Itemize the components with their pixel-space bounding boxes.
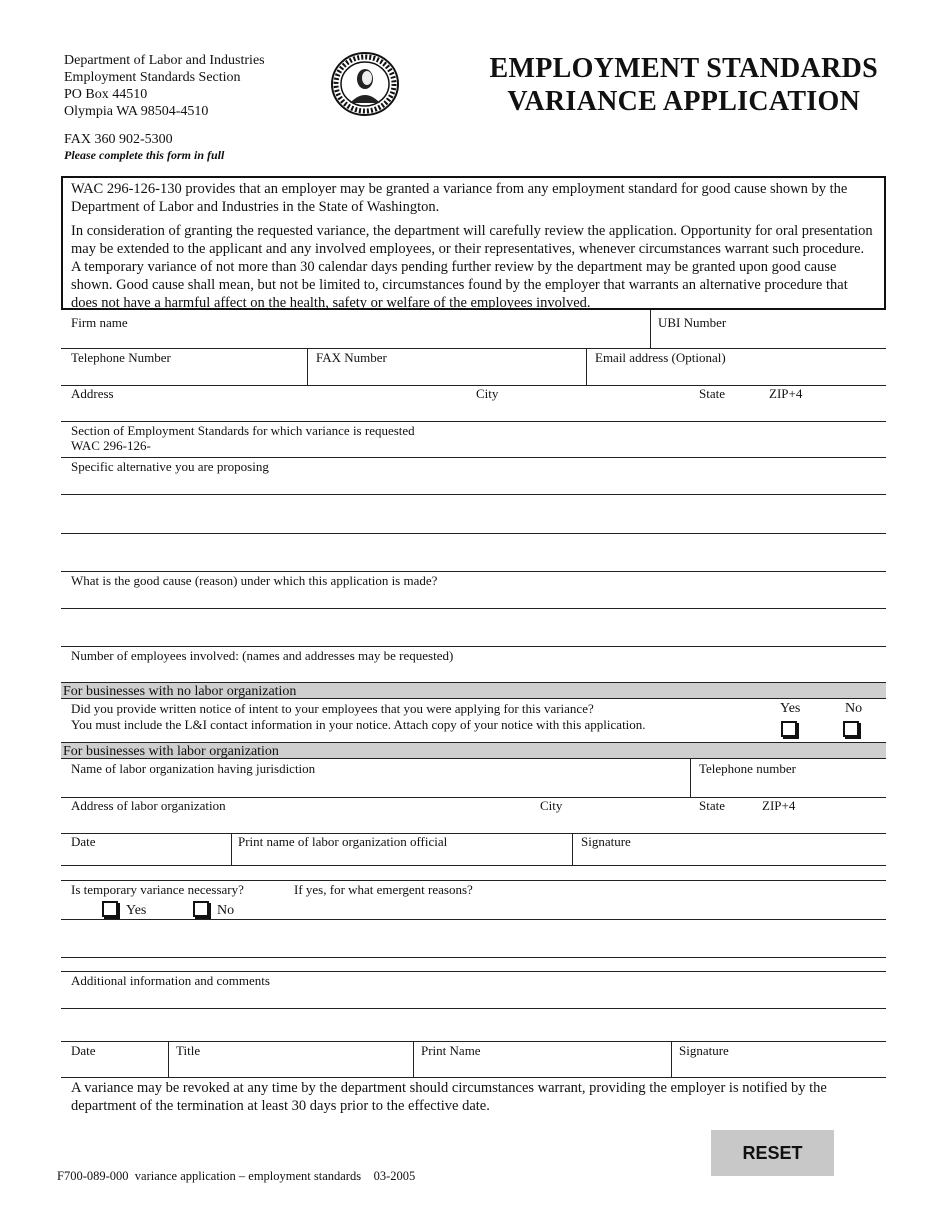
signoff-date-field[interactable] <box>62 1042 167 1077</box>
intro-box <box>61 176 886 310</box>
state-field[interactable] <box>695 386 760 420</box>
signoff-print-name-label: Print Name <box>421 1043 481 1058</box>
signoff-print-name-field[interactable] <box>414 1042 670 1077</box>
address-label: Address <box>71 386 114 401</box>
zip-label: ZIP+4 <box>769 386 803 401</box>
alternative-field[interactable] <box>62 474 886 571</box>
reset-button[interactable]: RESET <box>711 1130 834 1176</box>
form-instruction: Please complete this form in full <box>64 148 225 162</box>
temporary-no-label: No <box>217 903 235 918</box>
agency-line: Employment Standards Section <box>64 70 241 85</box>
notice-no-label: No <box>845 701 863 716</box>
form-title <box>490 52 878 118</box>
telephone-field[interactable] <box>62 349 306 384</box>
agency-address <box>64 52 265 120</box>
signoff-signature-field[interactable] <box>672 1042 886 1077</box>
labor-zip-label: ZIP+4 <box>762 798 796 813</box>
notice-note: You must include the L&I contact information in your notice. Attach copy of your notice with this application. <box>71 717 646 732</box>
agency-line: Department of Labor and Industries <box>64 53 265 68</box>
temporary-question: Is temporary variance necessary? <box>71 882 244 897</box>
labor-city-label: City <box>540 798 563 813</box>
firm-name-field[interactable] <box>62 312 650 348</box>
firm-name-label: Firm name <box>71 315 128 330</box>
labor-telephone-field[interactable] <box>691 760 886 796</box>
intro-paragraph: WAC 296-126-130 provides that an employer may be granted a variance from any employment standard for good cause shown by the Department of Labor and Industries in the State of Washington. <box>71 181 848 215</box>
signoff-date-label: Date <box>71 1043 96 1058</box>
temporary-yes-checkbox[interactable] <box>102 901 118 917</box>
labor-telephone-label: Telephone number <box>699 761 796 776</box>
wac-prefix: WAC 296-126- <box>71 438 151 453</box>
labor-official-field[interactable] <box>232 834 571 865</box>
section-label: Section of Employment Standards for which variance is requested <box>71 423 415 438</box>
employees-label: Number of employees involved: (names and addresses may be requested) <box>71 648 454 663</box>
email-label: Email address (Optional) <box>595 350 726 365</box>
signoff-title-label: Title <box>176 1043 201 1058</box>
labor-address-field[interactable] <box>62 798 532 832</box>
notice-no-checkbox[interactable] <box>843 721 859 737</box>
labor-org-name-field[interactable] <box>62 760 689 796</box>
labor-state-label: State <box>699 798 725 813</box>
labor-heading: For businesses with labor organization <box>61 742 886 759</box>
temporary-yes-label: Yes <box>126 903 147 918</box>
email-field[interactable] <box>587 349 886 384</box>
alternative-label: Specific alternative you are proposing <box>71 459 269 474</box>
labor-signature-label: Signature <box>581 834 631 849</box>
labor-official-label: Print name of labor organization official <box>238 834 448 849</box>
labor-zip-field[interactable] <box>758 798 886 832</box>
revoke-note: A variance may be revoked at any time by the department should circumstances warrant, providing the employer is notified by the department of the termination at least 30 days prior to the effective date. <box>71 1080 827 1114</box>
wac-section-field[interactable] <box>160 437 886 456</box>
state-label: State <box>699 386 725 401</box>
good-cause-field[interactable] <box>62 589 886 645</box>
labor-state-field[interactable] <box>695 798 755 832</box>
labor-date-label: Date <box>71 834 96 849</box>
labor-org-name-label: Name of labor organization having jurisdiction <box>71 761 316 776</box>
ubi-number-field[interactable] <box>651 312 886 348</box>
notice-yes-checkbox[interactable] <box>781 721 797 737</box>
signoff-signature-label: Signature <box>679 1043 729 1058</box>
state-seal-icon <box>330 51 400 117</box>
notice-yes-label: Yes <box>780 701 801 716</box>
city-field[interactable] <box>470 386 690 420</box>
telephone-label: Telephone Number <box>71 350 171 365</box>
emergent-reasons-field[interactable] <box>294 898 886 956</box>
labor-address-label: Address of labor organization <box>71 798 226 813</box>
labor-city-field[interactable] <box>536 798 691 832</box>
title-line: VARIANCE APPLICATION <box>507 86 861 117</box>
labor-date-field[interactable] <box>62 834 230 865</box>
fax-field[interactable] <box>308 349 586 384</box>
no-labor-heading: For businesses with no labor organization <box>61 682 886 699</box>
fax-label: FAX Number <box>316 350 387 365</box>
intro-paragraph: In consideration of granting the requested variance, the department will carefully review the application. Opportunity for oral presentation may be extended to the applicant and any involved employees, or their representatives, whenever circumstances warrant such procedure. A temporary variance of not more than 30 calendar days pending further review by the department may be granted upon good cause shown. Good cause shall mean, but not be limited to, circumstances found by the employer that warrants an alternative procedure that does not have a harmful affect on the health, safety or welfare of the employees involved. <box>71 223 873 311</box>
temporary-no-checkbox[interactable] <box>193 901 209 917</box>
additional-info-label: Additional information and comments <box>71 973 270 988</box>
good-cause-label: What is the good cause (reason) under which this application is made? <box>71 573 438 588</box>
agency-line: Olympia WA 98504-4510 <box>64 104 209 119</box>
emergent-reasons-label: If yes, for what emergent reasons? <box>294 882 473 897</box>
city-label: City <box>476 386 499 401</box>
zip-field[interactable] <box>765 386 886 420</box>
address-field[interactable] <box>62 386 462 420</box>
ubi-number-label: UBI Number <box>658 315 727 330</box>
fax-number: FAX 360 902-5300 <box>64 132 173 147</box>
labor-signature-field[interactable] <box>573 834 886 865</box>
employees-field[interactable] <box>490 647 886 681</box>
additional-info-field[interactable] <box>62 989 886 1041</box>
form-footer: F700-089-000 variance application – employment standards 03-2005 <box>57 1169 416 1183</box>
agency-line: PO Box 44510 <box>64 87 148 102</box>
signoff-title-field[interactable] <box>169 1042 412 1077</box>
title-line: EMPLOYMENT STANDARDS <box>489 53 878 84</box>
notice-question: Did you provide written notice of intent to your employees that you were applying for this variance? <box>71 701 594 716</box>
